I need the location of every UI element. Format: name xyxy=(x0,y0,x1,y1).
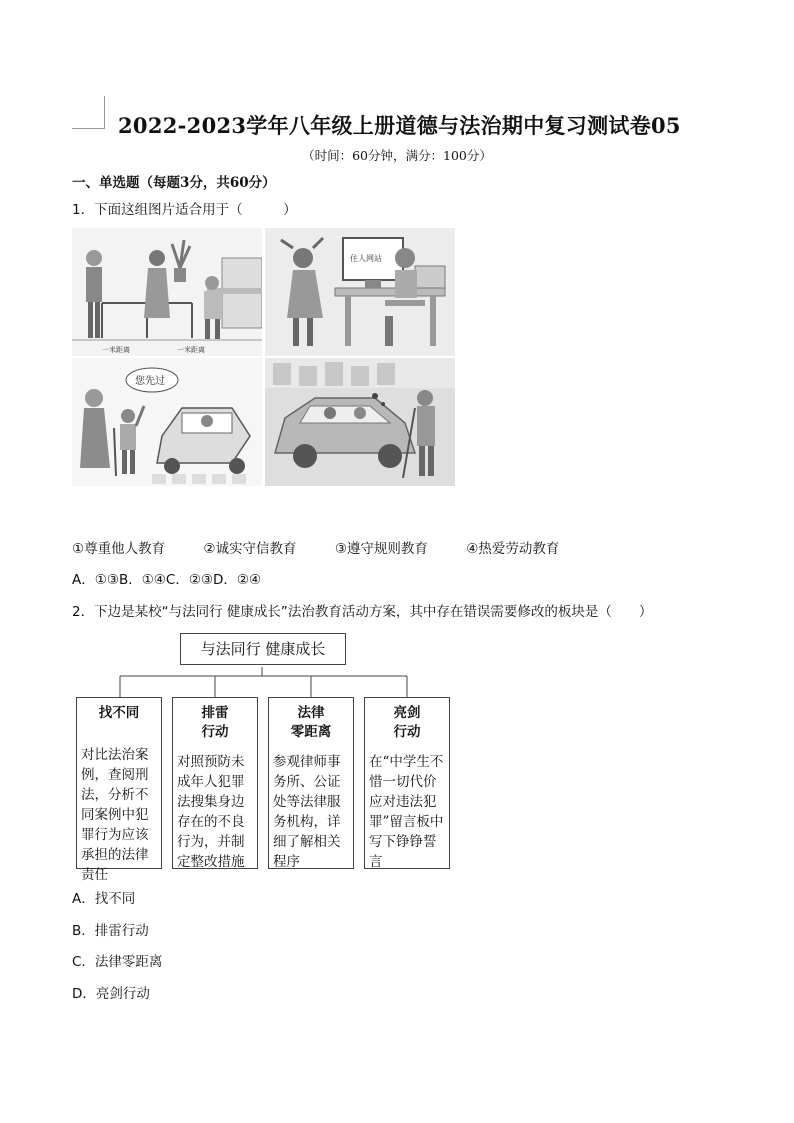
section-heading: 一、单选题（每题3分，共60分） xyxy=(72,175,276,191)
corner-crop-mark xyxy=(72,96,105,129)
statement-1: ①尊重他人教育 xyxy=(72,541,166,557)
statement-3: ③遵守规则教育 xyxy=(334,541,428,557)
diagram-root: 与法同行 健康成长 xyxy=(180,633,346,665)
diagram-node-1 xyxy=(76,697,162,883)
question-2-stem: 2．下边是某校“与法同行 健康成长”法治教育活动方案，其中存在错误需要修改的板块是（ ） xyxy=(72,604,653,620)
diagram-node-4 xyxy=(364,697,450,869)
node-4-body: 在“中学生不惜一切代价应对违法犯罪”留言板中写下铮铮誓言 xyxy=(369,754,444,870)
question-2-choice-b: B．排雷行动 xyxy=(72,923,149,939)
question-1-stem: 1．下面这组图片适合用于（ ） xyxy=(72,202,297,218)
diagram-node-2 xyxy=(172,697,258,869)
computer-illustration xyxy=(265,228,455,356)
speech-bubble-text: 您先过 xyxy=(135,376,165,387)
distance-label-right: 一米距离 xyxy=(177,346,205,354)
statement-2: ②诚实守信教育 xyxy=(203,541,297,557)
node-3-body: 参观律师事务所、公证处等法律服务机构，详细了解相关程序 xyxy=(273,754,341,870)
node-1-body: 对比法治案例，查阅刑法，分析不同案例中犯罪行为应该承担的法律责任 xyxy=(81,747,149,883)
queue-illustration xyxy=(72,228,262,356)
diagram-node-3 xyxy=(268,697,354,869)
statement-4: ④热爱劳动教育 xyxy=(466,541,560,557)
distance-label-left: 一米距离 xyxy=(102,346,130,354)
question-2-choice-d: D．亮剑行动 xyxy=(72,986,150,1002)
question-1-answer-options: A．①③B．①④C．②③D．②④ xyxy=(72,572,262,588)
question-1-statements xyxy=(72,537,593,557)
panel-queue-distance xyxy=(72,228,262,356)
page-title: 2022-2023学年八年级上册道德与法治期中复习测试卷05 xyxy=(118,113,681,138)
question-2-choice-a: A．找不同 xyxy=(72,891,136,907)
node-3-title: 法律 零距离 xyxy=(290,705,332,740)
node-1-title: 找不同 xyxy=(98,705,140,721)
exam-time-score: （时间：60分钟，满分：100分） xyxy=(302,148,492,163)
screen-text: 住人网站 xyxy=(350,254,382,263)
question-2-diagram xyxy=(72,630,457,883)
question-2-choice-c: C．法律零距离 xyxy=(72,954,163,970)
panel-crosswalk xyxy=(72,358,262,486)
node-2-body: 对照预防未成年人犯罪法搜集身边存在的不良行为，并制定整改措施 xyxy=(177,754,245,870)
car-sweeper-illustration xyxy=(265,358,455,486)
panel-car-sweeper xyxy=(265,358,455,486)
crosswalk-illustration xyxy=(72,358,262,486)
panel-computer xyxy=(265,228,455,356)
node-4-title: 亮剑 行动 xyxy=(393,705,421,740)
question-1-figure xyxy=(72,228,453,488)
node-2-title: 排雷 行动 xyxy=(201,705,229,740)
